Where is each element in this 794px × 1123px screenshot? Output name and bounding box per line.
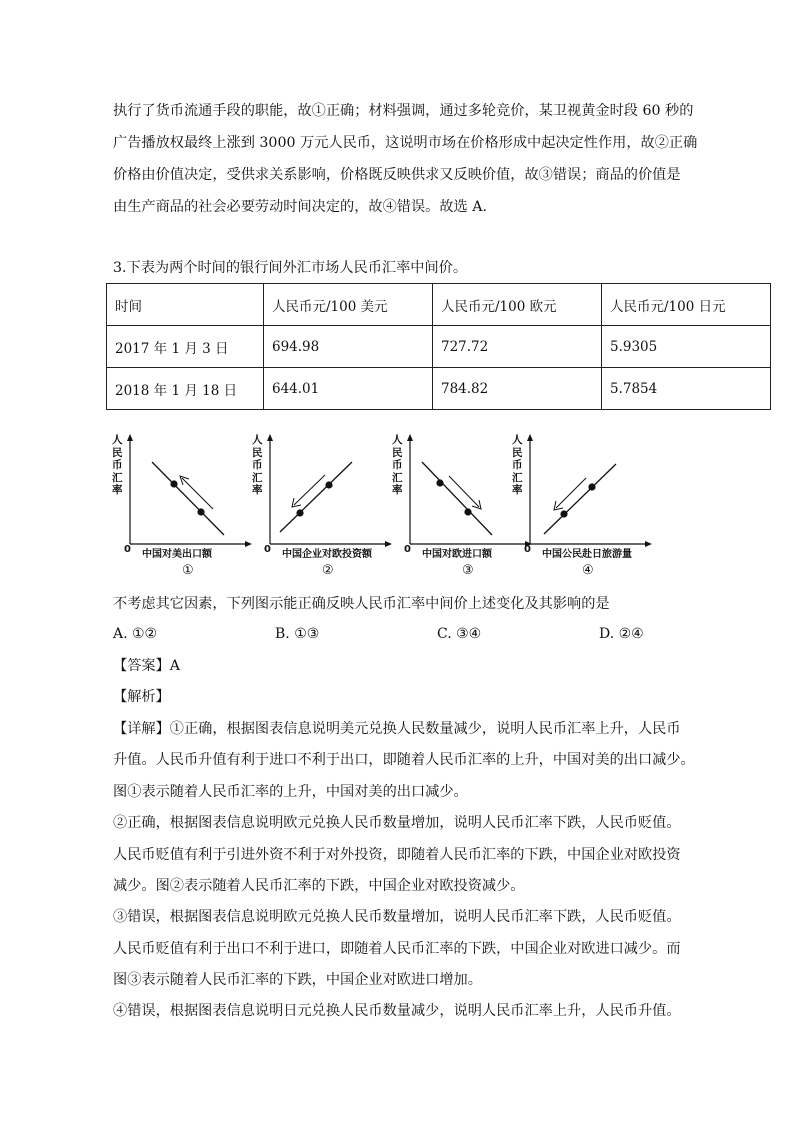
origin-label: 0	[524, 544, 531, 555]
graph-number: ③	[462, 563, 474, 578]
analysis-line: ③错误，根据图表信息说明欧元兑换人民币数量增加，说明人民币汇率下跌，人民币贬值。	[113, 909, 681, 925]
y-axis-label: 人民币汇率	[252, 434, 263, 496]
table-header-row	[107, 284, 771, 326]
x-axis-label: 中国公民赴日旅游量	[542, 549, 632, 560]
exchange-rate-table	[106, 283, 771, 410]
point-marker	[325, 481, 332, 488]
table-cell: 784.82	[433, 368, 602, 410]
intro-line: 广告播放权最终上涨到 3000 万元人民币，这说明市场在价格形成中起决定性作用，故②正确	[113, 135, 698, 151]
y-axis-label: 人民币汇率	[392, 434, 403, 496]
intro-line: 由生产商品的社会必要劳动时间决定的，故④错误。故选 A.	[113, 199, 487, 215]
movement-arrow-line	[294, 475, 325, 505]
y-axis-arrow-icon	[267, 434, 273, 441]
origin-label: 0	[124, 544, 131, 555]
analysis-line: 人民币贬值有利于引进外资不利于对外投资，即随着人民币汇率的下跌，中国企业对欧投资	[113, 847, 681, 863]
origin-label: 0	[264, 544, 271, 555]
y-axis-label: 人民币汇率	[512, 434, 523, 496]
graph-number: ①	[182, 563, 194, 578]
analysis-title: 【解析】	[113, 689, 170, 705]
analysis-line: ②正确，根据图表信息说明欧元兑换人民币数量增加，说明人民币汇率下跌，人民币贬值。	[113, 815, 681, 831]
graph-2	[252, 432, 392, 582]
point-marker	[197, 508, 204, 515]
point-marker	[296, 509, 303, 516]
x-axis-arrow-icon	[385, 541, 392, 547]
y-axis-arrow-icon	[407, 434, 413, 441]
point-marker	[588, 483, 595, 490]
intro-line: 价格由价值决定，受供求关系影响，价格既反映供求又反映价值，故③错误；商品的价值是	[113, 167, 681, 183]
option-d[interactable]: D. ②④	[599, 626, 644, 642]
graph-1	[112, 432, 252, 582]
graph-number: ④	[582, 563, 594, 578]
table-header-cell: 人民币元/100 美元	[264, 284, 433, 326]
option-b[interactable]: B. ①③	[275, 626, 320, 642]
table-cell: 644.01	[264, 368, 433, 410]
table-header-cell: 人民币元/100 日元	[602, 284, 771, 326]
y-axis-arrow-icon	[127, 434, 133, 441]
table-row	[107, 368, 771, 410]
option-a[interactable]: A. ①②	[113, 626, 158, 642]
graph-4	[512, 432, 652, 582]
table-header-cell: 时间	[107, 284, 264, 326]
x-axis-label: 中国企业对欧投资额	[282, 549, 372, 560]
table-cell: 5.9305	[602, 326, 771, 368]
y-axis-label: 人民币汇率	[112, 434, 123, 496]
graph-number: ②	[322, 563, 334, 578]
origin-label: 0	[404, 544, 411, 555]
curve-line	[280, 462, 352, 532]
x-axis-label: 中国对美出口额	[142, 549, 212, 560]
table-cell: 694.98	[264, 326, 433, 368]
answer-label: 【答案】A	[113, 658, 180, 674]
analysis-line: 图①表示随着人民币汇率的上升，中国对美的出口减少。	[113, 784, 468, 800]
analysis-line: 图③表示随着人民币汇率的下跌，中国企业对欧进口增加。	[113, 972, 482, 988]
graph-3	[392, 432, 532, 582]
question-prompt: 不考虑其它因素，下列图示能正确反映人民币汇率中间价上述变化及其影响的是	[113, 596, 610, 612]
point-marker	[560, 510, 567, 517]
analysis-line: ④错误，根据图表信息说明日元兑换人民币数量减少，说明人民币汇率上升，人民币升值。	[113, 1003, 681, 1019]
point-marker	[464, 508, 471, 515]
analysis-line: 【详解】①正确，根据图表信息说明美元兑换人民数量减少，说明人民币汇率上升，人民币	[113, 721, 681, 737]
table-row	[107, 326, 771, 368]
y-axis-arrow-icon	[527, 434, 533, 441]
table-cell: 727.72	[433, 326, 602, 368]
table-cell: 2017 年 1 月 3 日	[107, 326, 264, 368]
x-axis-label: 中国对欧进口额	[422, 549, 492, 560]
movement-arrow-line	[556, 478, 586, 508]
option-c[interactable]: C. ③④	[437, 626, 482, 642]
table-header-cell: 人民币元/100 欧元	[433, 284, 602, 326]
curve-line	[422, 462, 492, 535]
table-cell: 5.7854	[602, 368, 771, 410]
question-text: 3.下表为两个时间的银行间外汇市场人民币汇率中间价。	[113, 260, 468, 276]
x-axis-arrow-icon	[645, 541, 652, 547]
point-marker	[170, 480, 177, 487]
movement-arrow-line	[449, 476, 479, 507]
analysis-line: 减少。图②表示随着人民币汇率的下跌，中国企业对欧投资减少。	[113, 878, 525, 894]
x-axis-arrow-icon	[245, 541, 252, 547]
intro-line: 执行了货币流通手段的职能，故①正确；材料强调，通过多轮竞价，某卫视黄金时段 60 秒的	[113, 103, 694, 119]
analysis-line: 升值。人民币升值有利于进口不利于出口，即随着人民币汇率的上升，中国对美的出口减少。	[113, 752, 695, 768]
curve-line	[544, 464, 616, 534]
movement-arrow-line	[182, 478, 213, 509]
point-marker	[436, 479, 443, 486]
analysis-line: 人民币贬值有利于出口不利于进口，即随着人民币汇率的下跌，中国企业对欧进口减少。而	[113, 941, 681, 957]
table-cell: 2018 年 1 月 18 日	[107, 368, 264, 410]
curve-line	[152, 462, 224, 535]
